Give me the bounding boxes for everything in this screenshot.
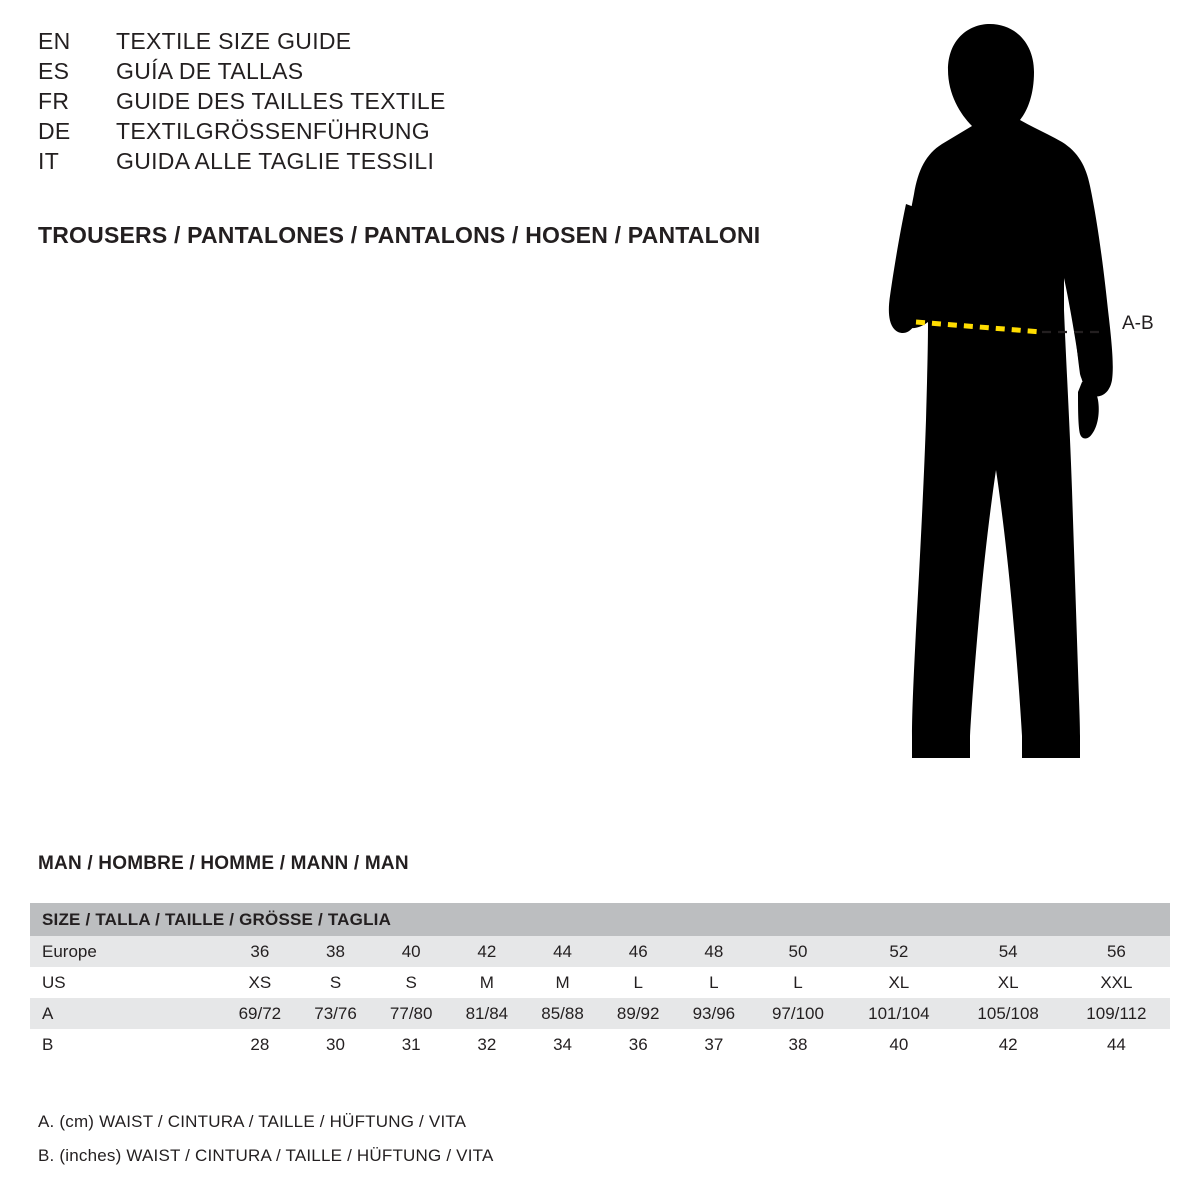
table-cell: 52 [844,936,953,967]
footnote-b: B. (inches) WAIST / CINTURA / TAILLE / HÜFTUNG / VITA [38,1146,494,1165]
table-cell: 38 [298,936,374,967]
table-cell: 105/108 [954,998,1063,1029]
language-code: DE [38,118,71,144]
language-row [38,58,798,88]
language-code: FR [38,88,70,114]
row-label: Europe [30,936,222,967]
table-cell: M [525,967,601,998]
table-cell: 81/84 [449,998,525,1029]
language-row [38,118,798,148]
table-cell: S [298,967,374,998]
table-cell: 73/76 [298,998,374,1029]
row-label: A [30,998,222,1029]
table-cell: 97/100 [752,998,844,1029]
table-cell: 89/92 [600,998,676,1029]
table-cell: 54 [954,936,1063,967]
table-section-title: MAN / HOMBRE / HOMME / MANN / MAN [38,853,409,874]
table-cell: XS [222,967,298,998]
table-row [30,998,1170,1029]
table-cell: 34 [525,1029,601,1060]
table-row [30,967,1170,998]
table-cell: 40 [373,936,449,967]
language-title: GUIDE DES TAILLES TEXTILE [116,88,446,114]
table-cell: 37 [676,1029,752,1060]
table-cell: 42 [449,936,525,967]
table-cell: 77/80 [373,998,449,1029]
table-cell: XL [954,967,1063,998]
size-table [30,903,1170,1060]
table-cell: 28 [222,1029,298,1060]
table-cell: 56 [1063,936,1170,967]
table-cell: 109/112 [1063,998,1170,1029]
table-header-row [30,903,1170,936]
table-cell: 42 [954,1029,1063,1060]
table-row [30,936,1170,967]
table-cell: L [752,967,844,998]
garment-type-title: TROUSERS / PANTALONES / PANTALONS / HOSEN / PANTALONI [38,222,761,248]
footnote-a: A. (cm) WAIST / CINTURA / TAILLE / HÜFTUNG / VITA [38,1112,467,1131]
table-cell: 44 [1063,1029,1170,1060]
table-cell: 101/104 [844,998,953,1029]
table-cell: 50 [752,936,844,967]
row-label: B [30,1029,222,1060]
table-cell: 36 [222,936,298,967]
table-cell: 30 [298,1029,374,1060]
language-title: TEXTILGRÖSSENFÜHRUNG [116,118,430,144]
table-cell: XXL [1063,967,1170,998]
table-cell: 38 [752,1029,844,1060]
table-cell: M [449,967,525,998]
table-cell: 32 [449,1029,525,1060]
language-code: IT [38,148,60,174]
table-cell: 36 [600,1029,676,1060]
language-title: TEXTILE SIZE GUIDE [116,28,352,54]
waist-measure-line [916,322,1042,332]
row-label: US [30,967,222,998]
table-cell: L [676,967,752,998]
table-cell: 48 [676,936,752,967]
table-cell: L [600,967,676,998]
table-cell: 46 [600,936,676,967]
table-cell: XL [844,967,953,998]
language-row [38,148,798,178]
language-code: ES [38,58,70,84]
table-cell: 31 [373,1029,449,1060]
table-cell: 40 [844,1029,953,1060]
table-cell: S [373,967,449,998]
table-cell: 93/96 [676,998,752,1029]
table-cell: 85/88 [525,998,601,1029]
language-list [38,28,798,178]
measure-label-ab: A-B [1122,313,1154,334]
male-silhouette-figure [790,10,1190,800]
language-row [38,88,798,118]
measure-line-group [790,10,1190,800]
table-cell: 69/72 [222,998,298,1029]
table-header-label: SIZE / TALLA / TAILLE / GRÖSSE / TAGLIA [30,903,1170,936]
language-row [38,28,798,58]
language-code: EN [38,28,71,54]
language-title: GUÍA DE TALLAS [116,58,304,84]
table-row [30,1029,1170,1060]
table-cell: 44 [525,936,601,967]
language-title: GUIDA ALLE TAGLIE TESSILI [116,148,435,174]
